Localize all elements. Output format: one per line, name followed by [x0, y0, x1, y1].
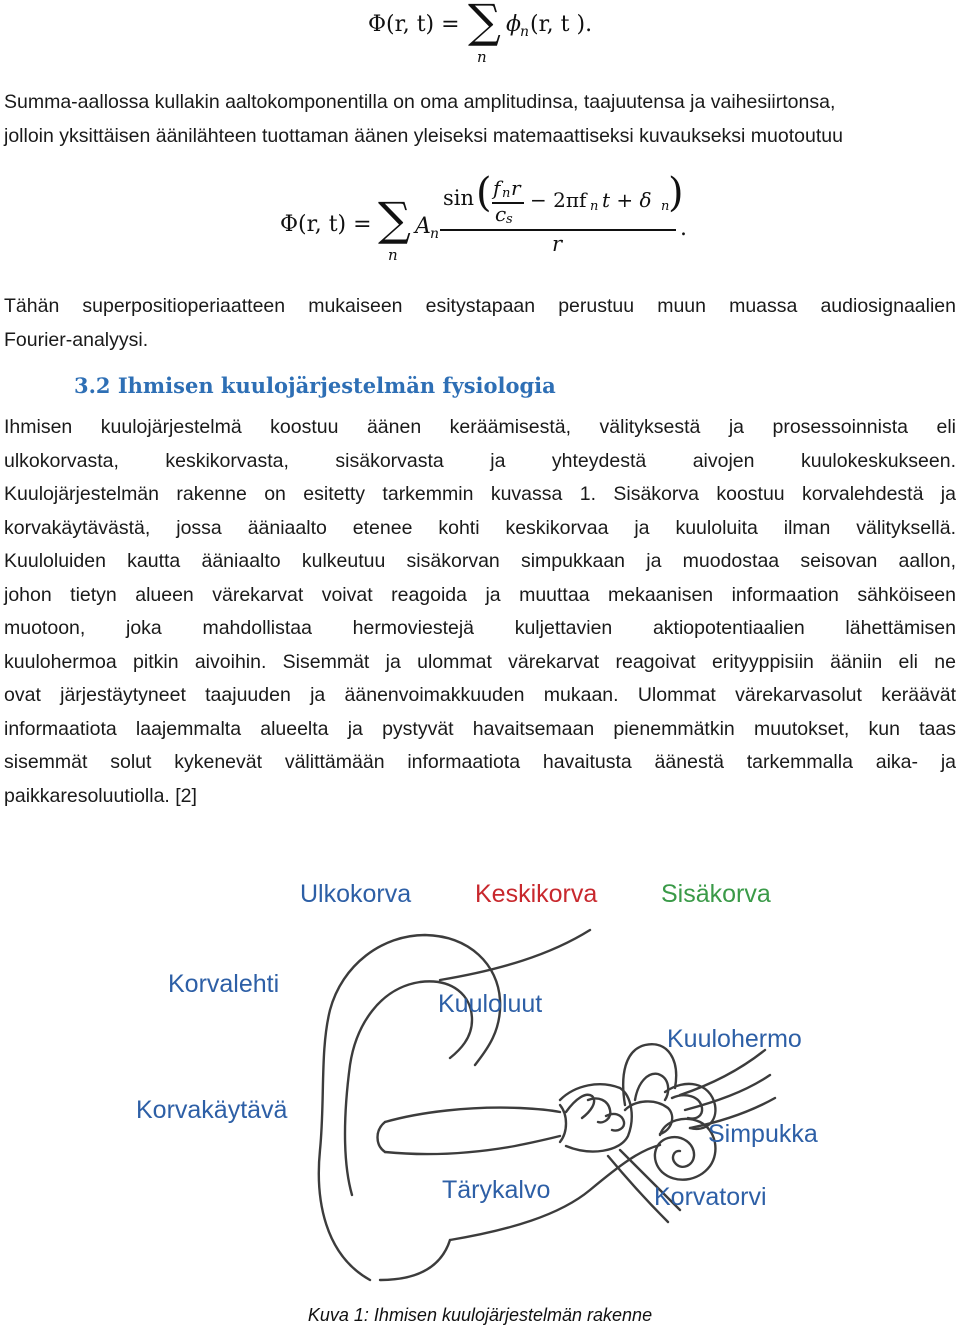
semicircular-canal-2: [635, 1074, 668, 1100]
sin-function: sin: [443, 186, 475, 210]
label-tarykalvo: Tärykalvo: [442, 1176, 551, 1204]
amplitude: A: [415, 214, 431, 239]
equation-2: [280, 172, 700, 272]
sum-index: n: [477, 48, 487, 66]
ear-drawing: [120, 860, 840, 1290]
paragraph-line: muotoon, joka mahdollistaa hermoviestejä kuljettavien aktiopotentiaalien lähettämisen: [4, 617, 956, 639]
label-simpukka: Simpukka: [708, 1120, 818, 1148]
equation-1-args: (r, t ).: [530, 12, 593, 37]
figure-caption: Kuva 1: Ihmisen kuulojärjestelmän rakenne: [307, 1305, 653, 1325]
paragraph-line: ovat järjestäytyneet taajuuden ja äänenvoimakkuuden mukaan. Ulommat värekarvasolut keräävät: [4, 684, 956, 706]
amplitude-sub: n: [430, 226, 440, 242]
ear-figure: [120, 860, 840, 1290]
ear-canal-entry: [378, 1122, 386, 1152]
phase-term-sub: n: [590, 199, 599, 214]
ear-canal-upper: [385, 1108, 560, 1122]
equation-1: [368, 0, 608, 70]
paragraph-line: informaatiota laajemmalta alueelta ja pystyvät havaitsemaan pienemmätkin muutokset, kun taas: [4, 717, 956, 740]
equation-1-term-sub: n: [520, 24, 530, 40]
paragraph-line: kuulohermoa pitkin aivoihin. Sisemmät ja ulommat värekarvat reagoivat erityyppisiin ääniin eli ne: [4, 650, 956, 673]
ear-canal-lower: [385, 1136, 560, 1154]
label-kuulohermo: Kuulohermo: [667, 1025, 802, 1053]
equation-2-end: .: [680, 216, 687, 241]
cochlea-spiral: [655, 1119, 716, 1180]
label-korvalehti: Korvalehti: [168, 970, 280, 998]
equation-2-lhs: Φ(r, t) =: [280, 212, 372, 237]
frac-den-sub: s: [506, 212, 513, 227]
paragraph-line: Tähän superpositioperiaatteen mukaiseen esitystapaan perustuu muun muassa audiosignaalien: [4, 295, 956, 317]
sum-symbol: ∑: [378, 192, 411, 246]
frac-num: f: [493, 176, 501, 200]
paragraph-3: [4, 411, 956, 813]
equation-1-term: ϕ: [506, 12, 521, 37]
paragraph-line: sisemmät solut kykenevät välittämään informaatiota havaitusta äänestä tarkemmalla aika- ja: [4, 751, 956, 773]
skull-line-top: [440, 930, 590, 980]
phase-term-sub2: n: [661, 199, 670, 214]
paragraph-line: Fourier-analyysi.: [4, 328, 149, 351]
paragraph-2: [4, 290, 956, 357]
paragraph-line: paikkaresoluutiolla. [2]: [4, 784, 197, 807]
section-heading: 3.2 Ihmisen kuulojärjestelmän fysiologia: [74, 373, 556, 398]
paragraph-line: johon tietyn alueen värekarvat voivat reagoida ja muuttaa mekaanisen informaation sähköiseen: [4, 583, 956, 606]
ear-lobe: [380, 1240, 450, 1280]
auditory-nerve-1: [680, 1050, 765, 1095]
paragraph-line: jolloin yksittäisen äänilähteen tuottaman äänen yleiseksi matemaattiseksi kuvaukseksi muotoutuu: [4, 124, 843, 147]
phase-term-t: t + δ: [602, 188, 652, 212]
frac-den: c: [495, 202, 507, 226]
paren-close: ): [668, 170, 684, 216]
paragraph-line: Summa-aallossa kullakin aaltokomponentilla on oma amplitudinsa, taajuutensa ja vaihesiirtonsa,: [4, 91, 836, 113]
sum-index: n: [388, 246, 398, 264]
label-keskikorva: Keskikorva: [475, 880, 598, 908]
paragraph-line: ulkokorvasta, keskikorvasta, sisäkorvasta ja yhteydestä aivojen kuulokeskukseen.: [4, 449, 956, 472]
auditory-nerve-2: [685, 1075, 770, 1110]
paren-open: (: [476, 170, 492, 216]
label-kuuloluut: Kuuloluut: [438, 990, 543, 1018]
label-ulkokorva: Ulkokorva: [300, 880, 412, 908]
frac-num-var: r: [511, 176, 521, 200]
phase-term: − 2πf: [530, 188, 587, 212]
equation-1-lhs: Φ(r, t) =: [368, 12, 460, 37]
sum-symbol: ∑: [468, 0, 501, 48]
main-fraction-bar: [440, 229, 676, 231]
paragraph-1: [4, 86, 956, 153]
paragraph-line: korvakäytävästä, jossa ääniaalto etenee kohti keskikorvaa ja kuuloluita ilman välityksellä.: [4, 516, 956, 539]
label-korvakaytava: Korvakäytävä: [136, 1096, 288, 1124]
label-korvatorvi: Korvatorvi: [654, 1183, 767, 1211]
paragraph-line: Ihmisen kuulojärjestelmä koostuu äänen keräämisestä, välityksestä ja prosessoinnista eli: [4, 416, 956, 438]
denominator: r: [552, 232, 563, 256]
paragraph-line: Kuulojärjestelmän rakenne on esitetty tarkemmin kuvassa 1. Sisäkorva koostuu korvalehdestä ja: [4, 483, 956, 505]
frac-num-sub: n: [502, 186, 511, 201]
paragraph-line: Kuuloluiden kautta ääniaalto kulkeutuu sisäkorvan simpukkaan ja muodostaa seisovan aallon,: [4, 550, 956, 572]
label-sisakorva: Sisäkorva: [661, 880, 771, 908]
